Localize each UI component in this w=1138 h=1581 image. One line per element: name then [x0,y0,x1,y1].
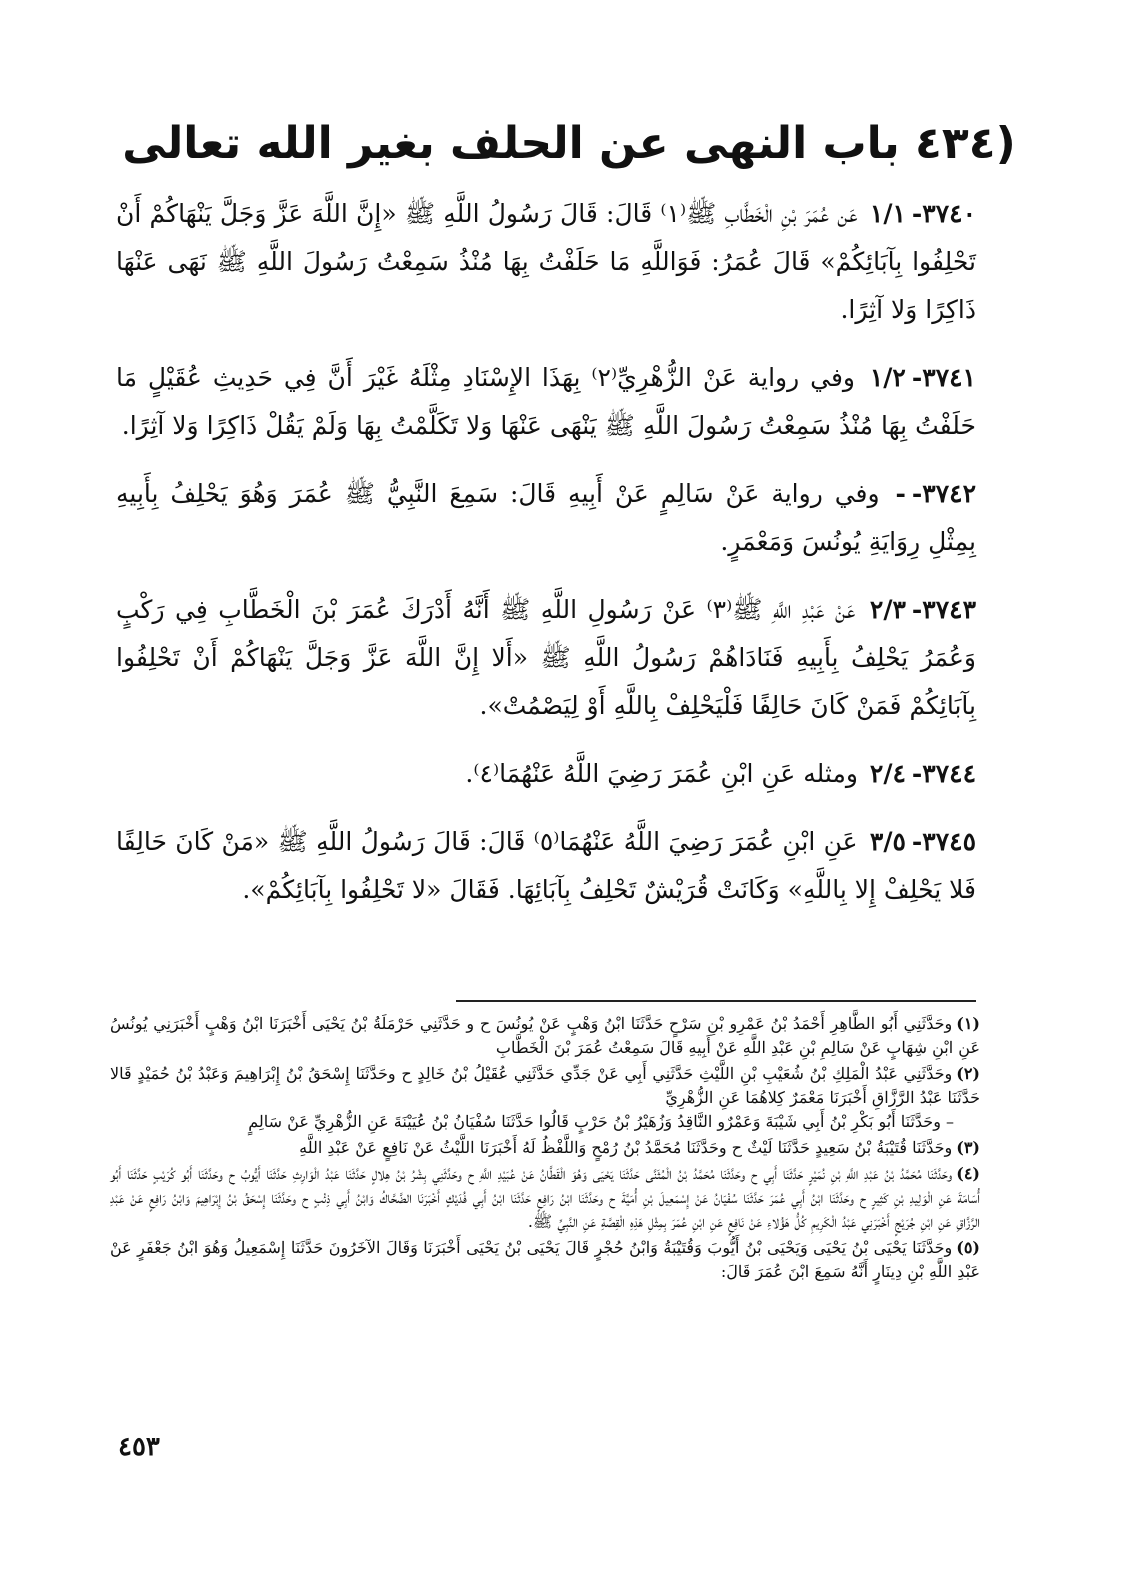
footnote-text: وحَدَّثَنَا يَحْيَى بْنُ يَحْيَى وَيَحْيَى بْنُ أَيُّوبَ وَقُتَيْبَةُ وَابْنُ حُجْرٍ قَالَ يَحْيَى بْنُ يَحْيَى أَخْبَرَنَا وَقَالَ الآخَرُونَ حَدَّثَنَا إِسْمَعِيلُ وَهُوَ ابْنُ جَعْفَرٍ عَنْ عَبْدِ اللَّهِ بْنِ دِينَارٍ أَنَّهُ سَمِعَ ابْنَ عُمَرَ قَالَ: [110,1238,980,1281]
hadith-list [116,190,976,934]
hadith-3741 [116,354,976,450]
hadith-3745 [116,818,976,914]
footnote-marker: (٣) [956,1138,980,1157]
hadith-3744 [116,750,976,798]
hadith-3740 [116,190,976,334]
footnote-5 [110,1236,980,1284]
hadith-number: ٣٧٤٥- [911,827,977,856]
footnote-text: وحَدَّثَنَا مُحَمَّدُ بْنُ عَبْدِ اللَّهِ بْنِ نُمَيْرٍ حَدَّثَنَا أَبِي ح وحَدَّثَنَا مُحَمَّدُ بْنُ الْمُثَنَّى حَدَّثَنَا يَحْيَى وَهُوَ الْقَطَّانُ عَنْ عُبَيْدِ اللَّهِ ح وحَدَّثَنِي بِشْرُ بْنُ هِلالٍ حَدَّثَنَا عَبْدُ الْوَارِثِ حَدَّثَنَا أَيُّوبُ ح وحَدَّثَنَا أَبُو كُرَيْبٍ حَدَّثَنَا أَبُو أُسَامَةَ عَنِ الْوَلِيدِ بْنِ كَثِيرٍ ح وحَدَّثَنَا ابْنُ أَبِي عُمَرَ حَدَّثَنَا سُفْيَانُ عَنْ إِسْمَعِيلَ بْنِ أُمَيَّةَ ح وحَدَّثَنَا ابْنُ رَافِعٍ حَدَّثَنَا ابْنُ أَبِي فُدَيْكٍ أَخْبَرَنَا الضَّحَّاكُ وَابْنُ أَبِي ذِئْبٍ ح وحَدَّثَنَا إِسْحَقُ بْنُ إِبْرَاهِيمَ وَابْنُ رَافِعٍ عَنْ عَبْدِ الرَّزَّاقِ عَنِ ابْنِ جُرَيْجٍ أَخْبَرَنِي عَبْدُ الْكَرِيمِ كُلُّ هَؤُلاءِ عَنْ نَافِعٍ عَنِ ابْنِ عُمَرَ بِمِثْلِ هَذِهِ الْقِصَّةِ عَنِ النَّبِيِّ ﷺ. [110,1164,981,1231]
hadith-sub-number: ١/٢ [869,363,906,392]
hadith-sub-number: ١/١ [869,199,906,228]
footnote-1 [110,1012,980,1060]
hadith-text: عَن عُمَرَ بْنِ الْخَطَّابِ ﷺ⁽١⁾ قَالَ: قَالَ رَسُولُ اللَّهِ ﷺ «إِنَّ اللَّهَ عَزَّ وَجَلَّ يَنْهَاكُمْ أَنْ تَحْلِفُوا بِآبَائِكُمْ» قَالَ عُمَرُ: فَوَاللَّهِ مَا حَلَفْتُ بِهَا مُنْذُ سَمِعْتُ رَسُولَ اللَّهِ ﷺ نَهَى عَنْهَا ذَاكِرًا وَلا آثِرًا. [116,199,976,324]
footnote-marker: (٢) [956,1064,980,1083]
footnote-2 [110,1062,980,1134]
hadith-sub-number: ٢/٣ [869,595,906,624]
chapter-title: (٤٣٤ باب النهى عن الحلف بغير الله تعالى [122,118,1016,169]
footnote-marker: (١) [956,1014,980,1033]
hadith-3743 [116,586,976,730]
hadith-text: عَنْ عَبْدِ اللَّهِ ﷺ⁽٣⁾ عَنْ رَسُولِ اللَّهِ ﷺ أَنَّهُ أَدْرَكَ عُمَرَ بْنَ الْخَطَّابِ فِي رَكْبٍ وَعُمَرُ يَحْلِفُ بِأَبِيهِ فَنَادَاهُمْ رَسُولُ اللَّهِ ﷺ «أَلا إِنَّ اللَّهَ عَزَّ وَجَلَّ يَنْهَاكُمْ أَنْ تَحْلِفُوا بِآبَائِكُمْ فَمَنْ كَانَ حَالِفًا فَلْيَحْلِفْ بِاللَّهِ أَوْ لِيَصْمُتْ». [116,595,976,720]
hadith-number: ٣٧٤٢- [911,479,976,508]
footnote-marker: (٥) [956,1238,980,1257]
hadith-text: عَنِ ابْنِ عُمَرَ رَضِيَ اللَّهُ عَنْهُمَا⁽٥⁾ قَالَ: قَالَ رَسُولُ اللَّهِ ﷺ «مَنْ كَانَ حَالِفًا فَلا يَحْلِفْ إِلا بِاللَّهِ» وَكَانَتْ قُرَيْشٌ تَحْلِفُ بِآبَائِهَا. فَقَالَ «لا تَحْلِفُوا بِآبَائِكُمْ». [116,827,976,904]
hadith-number: ٣٧٤٤- [911,759,976,788]
footnote-marker: (٤) [956,1164,980,1183]
footnote-text: وحَدَّثَنِي عَبْدُ الْمَلِكِ بْنُ شُعَيْبِ بْنِ اللَّيْثِ حَدَّثَنِي أَبِي عَنْ جَدِّي حَدَّثَنِي عُقَيْلُ بْنُ خَالِدٍ ح وحَدَّثَنَا إِسْحَقُ بْنُ إِبْرَاهِيمَ وَعَبْدُ بْنُ حُمَيْدٍ قَالا حَدَّثَنَا عَبْدُ الرَّزَّاقِ أَخْبَرَنَا مَعْمَرٌ كِلاهُمَا عَنِ الزُّهْرِيِّ [110,1064,980,1107]
hadith-text: ومثله عَنِ ابْنِ عُمَرَ رَضِيَ اللَّهُ عَنْهُمَا⁽٤⁾. [465,759,858,788]
hadith-sub-number: - [895,479,906,508]
footnote-text: وحَدَّثَنَا قُتَيْبَةُ بْنُ سَعِيدٍ حَدَّثَنَا لَيْثٌ ح وحَدَّثَنَا مُحَمَّدُ بْنُ رُمْحٍ وَاللَّفْظُ لَهُ أَخْبَرَنَا اللَّيْثُ عَنْ نَافِعٍ عَنْ عَبْدِ اللَّهِ [299,1138,953,1157]
hadith-sub-number: ٢/٤ [869,759,906,788]
footnote-continuation: – وحَدَّثَنَا أَبُو بَكْرِ بْنُ أَبِي شَيْبَةَ وَعَمْرٌو النَّاقِدُ وَزُهَيْرُ بْنُ حَرْبٍ قَالُوا حَدَّثَنَا سُفْيَانُ بْنُ عُيَيْنَةَ عَنِ الزُّهْرِيِّ عَنْ سَالِمٍ [248,1112,954,1131]
hadith-text: وفي رواية عَنْ سَالِمٍ عَنْ أَبِيهِ قَالَ: سَمِعَ النَّبِيُّ ﷺ عُمَرَ وَهُوَ يَحْلِفُ بِأَبِيهِ بِمِثْلِ رِوَايَةِ يُونُسَ وَمَعْمَرٍ. [116,479,976,556]
footnote-text: وحَدَّثَنِي أَبُو الطَّاهِرِ أَحْمَدُ بْنُ عَمْرِو بْنِ سَرْحٍ حَدَّثَنَا ابْنُ وَهْبٍ عَنْ يُونُسَ ح و حَدَّثَنِي حَرْمَلَةُ بْنُ يَحْيَى أَخْبَرَنَا ابْنُ وَهْبٍ أَخْبَرَنِي يُونُسُ عَنِ ابْنِ شِهَابٍ عَنْ سَالِمِ بْنِ عَبْدِ اللَّهِ عَنْ أَبِيهِ قَالَ سَمِعْتُ عُمَرَ بْنَ الْخَطَّابِ [110,1014,980,1057]
page-number: ٤٥٣ [118,1432,160,1462]
footnote-3 [110,1136,980,1160]
hadith-text: وفي رواية عَنْ الزُّهْرِيِّ⁽٢⁾ بِهَذَا الإِسْنَادِ مِثْلَهُ غَيْرَ أَنَّ فِي حَدِيثِ عُقَيْلٍ مَا حَلَفْتُ بِهَا مُنْذُ سَمِعْتُ رَسُولَ اللَّهِ ﷺ يَنْهَى عَنْهَا وَلا تَكَلَّمْتُ بِهَا وَلَمْ يَقُلْ ذَاكِرًا وَلا آثِرًا. [116,363,976,440]
hadith-sub-number: ٣/٥ [869,827,906,856]
hadith-number: ٣٧٤٠- [911,199,976,228]
hadith-number: ٣٧٤٣- [911,595,976,624]
hadith-number: ٣٧٤١- [911,363,976,392]
hadith-3742 [116,470,976,566]
footnote-separator [456,1000,976,1002]
footnotes [110,1012,980,1286]
footnote-4 [110,1162,980,1234]
